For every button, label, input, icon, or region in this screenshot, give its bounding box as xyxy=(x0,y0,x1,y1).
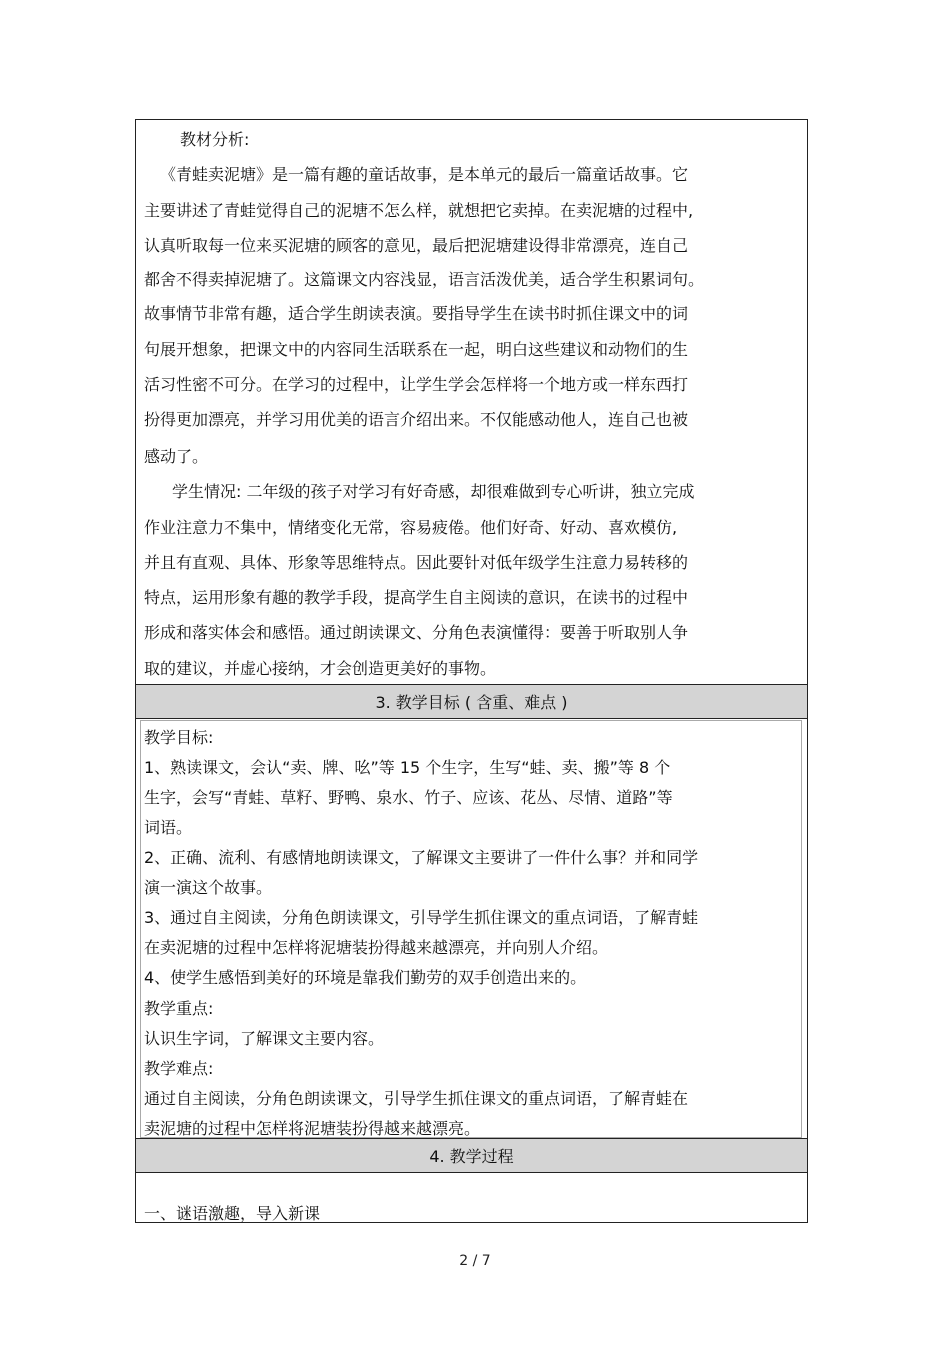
students-line: 形成和落实体会和感悟。通过朗读课文、分角色表演懂得：要善于听取别人争 xyxy=(144,623,689,642)
analysis-line: 《青蛙卖泥塘》是一篇有趣的童话故事，是本单元的最后一篇童话故事。它 xyxy=(160,165,689,184)
analysis-line: 感动了。 xyxy=(144,447,209,466)
objectives-line: 4、使学生感悟到美好的环境是靠我们勤劳的双手创造出来的。 xyxy=(144,968,587,987)
objectives-line: 3、通过自主阅读，分角色朗读课文，引导学生抓住课文的重点词语，了解青蛙 xyxy=(144,908,699,927)
objectives-line: 2、正确、流利、有感情地朗读课文，了解课文主要讲了一件什么事？并和同学 xyxy=(144,848,699,867)
students-line: 并且有直观、具体、形象等思维特点。因此要针对低年级学生注意力易转移的 xyxy=(144,553,689,572)
objectives-line: 在卖泥塘的过程中怎样将泥塘装扮得越来越漂亮，并向别人介绍。 xyxy=(144,938,609,957)
objectives-line: 1、熟读课文，会认“卖、牌、吆”等 15 个生字，生写“蛙、卖、搬”等 8 个 xyxy=(144,758,671,777)
difficulties-line: 卖泥塘的过程中怎样将泥塘装扮得越来越漂亮。 xyxy=(144,1119,481,1138)
difficulties-line: 通过自主阅读，分角色朗读课文，引导学生抓住课文的重点词语，了解青蛙在 xyxy=(144,1089,689,1108)
students-line: 特点，运用形象有趣的教学手段，提高学生自主阅读的意识，在读书的过程中 xyxy=(144,588,689,607)
analysis-line: 活习性密不可分。在学习的过程中，让学生学会怎样将一个地方或一样东西打 xyxy=(144,375,689,394)
lesson-plan-table xyxy=(135,119,808,1223)
section-3-header: 3. 教学目标 ( 含重、难点 ) xyxy=(136,684,807,719)
objectives-line: 生字，会写“青蛙、草籽、野鸭、泉水、竹子、应该、花丛、尽情、道路”等 xyxy=(144,788,673,807)
analysis-heading: 教材分析: xyxy=(180,130,250,149)
process-line: 一、谜语激趣，导入新课 xyxy=(144,1204,321,1223)
section-4-header: 4. 教学过程 xyxy=(136,1138,807,1173)
key-points-heading: 教学重点: xyxy=(144,999,214,1018)
objectives-line: 教学目标: xyxy=(144,728,214,747)
analysis-line: 都舍不得卖掉泥塘了。这篇课文内容浅显，语言活泼优美，适合学生积累词句。 xyxy=(144,270,705,289)
analysis-line: 认真听取每一位来买泥塘的顾客的意见，最后把泥塘建设得非常漂亮，连自己 xyxy=(144,236,689,255)
key-points-line: 认识生字词，了解课文主要内容。 xyxy=(144,1029,385,1048)
students-line: 作业注意力不集中，情绪变化无常，容易疲倦。他们好奇、好动、喜欢模仿, xyxy=(144,518,678,537)
analysis-line: 主要讲述了青蛙觉得自己的泥塘不怎么样，就想把它卖掉。在卖泥塘的过程中, xyxy=(144,201,694,220)
difficulties-heading: 教学难点: xyxy=(144,1059,214,1078)
analysis-line: 扮得更加漂亮，并学习用优美的语言介绍出来。不仅能感动他人，连自己也被 xyxy=(144,410,689,429)
objectives-line: 词语。 xyxy=(144,818,193,837)
page-number: 2 / 7 xyxy=(459,1253,491,1269)
students-line: 取的建议，并虚心接纳，才会创造更美好的事物。 xyxy=(144,659,497,678)
objectives-line: 演一演这个故事。 xyxy=(144,878,273,897)
objectives-box xyxy=(140,720,802,1138)
analysis-line: 故事情节非常有趣，适合学生朗读表演。要指导学生在读书时抓住课文中的词 xyxy=(144,304,689,323)
analysis-line: 句展开想象，把课文中的内容同生活联系在一起，明白这些建议和动物们的生 xyxy=(144,340,689,359)
students-line: 学生情况: 二年级的孩子对学习有好奇感，却很难做到专心听讲，独立完成 xyxy=(172,482,695,501)
